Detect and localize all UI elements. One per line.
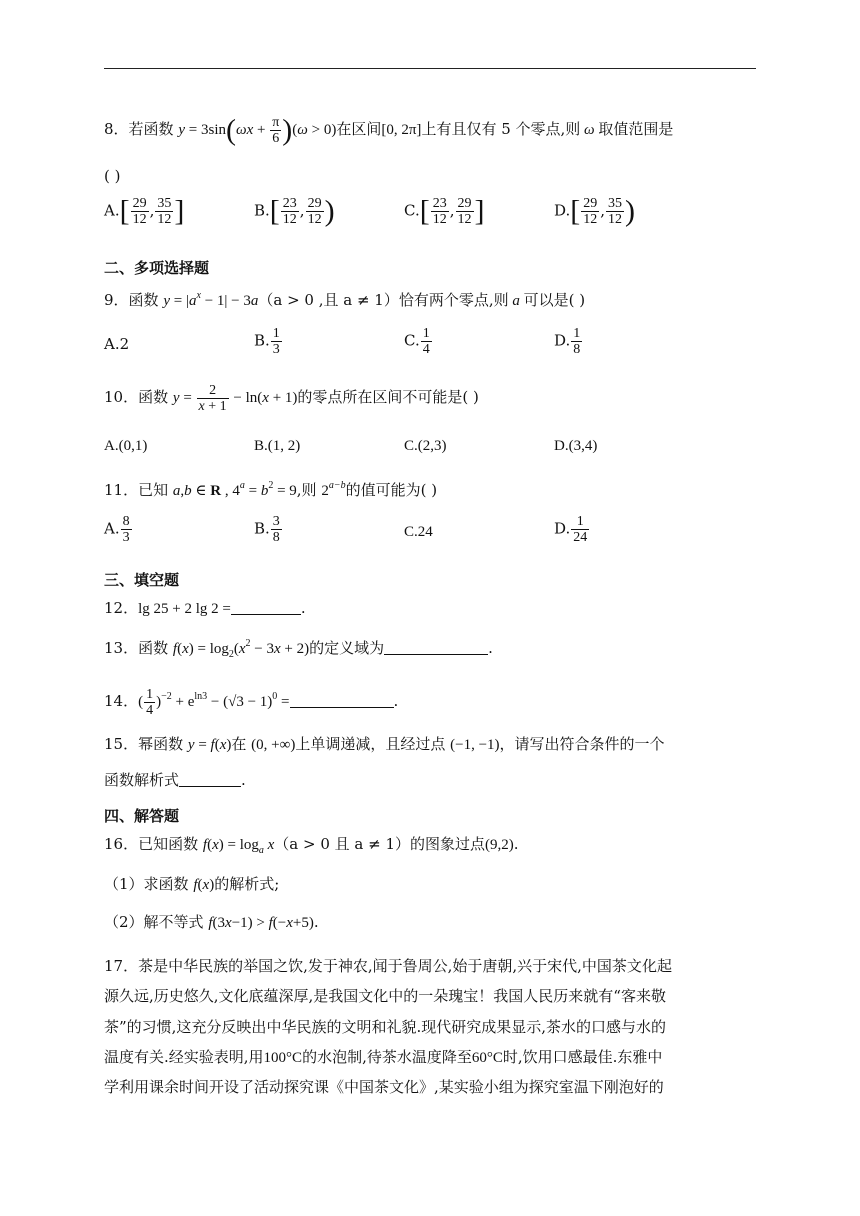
q17-text-line-1: 茶是中华民族的举国之饮,发于神农,闻于鲁周公,始于唐朝,兴于宋代,中国茶文化起: [138, 957, 672, 975]
q15-number: 15．: [104, 735, 139, 753]
q12-answer-blank[interactable]: [231, 600, 301, 615]
q8-option-b[interactable]: B.[ $\frac{23}{12}$ , $\frac{29}{12}$ ): [254, 194, 335, 228]
q11-condition-formula: a,b ∈ R , $4^a = b^2 = 9$: [172, 480, 297, 499]
q15-function: y = f(x): [187, 737, 232, 753]
q8-answer-paren: ( ): [104, 167, 121, 185]
q9-text-ask: 可以是( ): [523, 291, 586, 309]
q16-period: .: [513, 835, 519, 853]
option-label: D.: [554, 201, 571, 220]
question-13: [104, 634, 493, 665]
q11-text-ask: 的值可能为( ): [345, 481, 438, 499]
q10-function-formula: y = $\frac{2}{x + 1}$ − ln(x + 1): [172, 383, 298, 415]
q15-period: .: [241, 771, 246, 789]
question-15-line2: [104, 770, 246, 790]
q11-expression: $2^{a-b}$: [321, 480, 346, 499]
q16-part1-label: （1）: [104, 875, 144, 893]
q13-answer-blank[interactable]: [384, 640, 488, 655]
q17-line-3: 茶”的习惯,这充分反映出中华民族的文明和礼貌.现代研究成果显示,茶水的口感与水的: [104, 1018, 666, 1036]
q15-answer-blank[interactable]: [179, 772, 241, 787]
question-12: [104, 598, 306, 619]
header-rule: [104, 68, 756, 69]
q16-part-1: [104, 874, 279, 895]
q15-text-on: 在: [231, 735, 247, 753]
question-15: [104, 734, 665, 755]
q14-number: 14．: [104, 692, 139, 710]
q17-temperature-100: 100°C: [263, 1050, 303, 1066]
q17-number: 17．: [104, 957, 139, 975]
option-label: C.: [404, 331, 420, 350]
q8-text-zeros: 上有且仅有 5 个零点,则: [421, 120, 581, 138]
section-heading-solutions: 四、解答题: [104, 807, 180, 825]
q9-text: 函数: [128, 291, 159, 309]
q13-number: 13．: [104, 639, 139, 657]
q10-option-d[interactable]: [554, 436, 597, 456]
option-label: D.: [554, 519, 571, 538]
q11-option-c[interactable]: [404, 522, 433, 542]
q9-condition: （a > 0 ,且 a ≠ 1）: [258, 291, 399, 309]
q8-option-c[interactable]: C.[ $\frac{23}{12}$ , $\frac{29}{12}$ ]: [404, 194, 485, 228]
q10-text: 函数: [138, 388, 169, 406]
q16-part2-inequality: f(3x−1) > f(−x+5): [208, 915, 314, 931]
q11-text-then: ,则: [296, 481, 317, 499]
q17-text-line-4c: 时,饮用口感最佳.东雅中: [502, 1048, 663, 1066]
q16-part2-period: .: [313, 913, 319, 931]
section-heading-fill-blank: 三、填空题: [104, 571, 180, 589]
q11-option-b[interactable]: B. $\frac{3}{8}$: [254, 514, 280, 545]
option-label: A.: [104, 335, 120, 353]
q12-period: .: [300, 599, 306, 617]
q15-text-write: ，请写出符合条件的一个: [499, 735, 665, 753]
q17-text-line-4b: 的水泡制,待茶水温度降至: [302, 1048, 472, 1066]
q10-option-c[interactable]: [404, 436, 447, 456]
q14-period: .: [393, 692, 399, 710]
question-10: [104, 380, 479, 414]
q8-text-range: 取值范围是: [598, 120, 674, 138]
q17-text-line-4a: 温度有关.经实验表明,用: [104, 1048, 264, 1066]
q9-option-d[interactable]: D. $\frac{1}{8}$: [554, 326, 581, 357]
q12-number: 12．: [104, 599, 139, 617]
q10-number: 10．: [104, 388, 139, 406]
q8-option-a[interactable]: A.[ $\frac{29}{12}$ , $\frac{35}{12}$ ]: [104, 194, 185, 228]
q15-interval: (0, +∞): [251, 737, 296, 753]
q12-formula: lg 25 + 2 lg 2 =: [138, 601, 231, 617]
option-value: (1, 2): [267, 438, 301, 454]
q8-option-d[interactable]: D.[ $\frac{29}{12}$ , $\frac{35}{12}$ ): [554, 194, 636, 228]
q16-part1-function: f(x): [193, 877, 215, 893]
question-16: [104, 834, 519, 861]
q9-text-zeros: 恰有两个零点,则: [398, 291, 509, 309]
option-label: C.: [404, 201, 420, 220]
question-8: 8．若函数 y = 3sin(ωx + $\frac{\pi}{6}$ )(ω > 0)在区间[0, 2π]上有且仅有 5 个零点,则 ω 取值范围是: [104, 113, 674, 147]
option-label: B.: [254, 519, 270, 538]
q10-option-a[interactable]: [104, 436, 147, 456]
q16-point: (9,2): [485, 837, 514, 853]
option-value: 2: [119, 335, 130, 353]
option-value: (0,1): [118, 438, 148, 454]
option-label: A.: [104, 519, 120, 538]
q16-part1-text: 求函数: [143, 875, 189, 893]
q9-function-formula: $y = |a^x - 1| - 3a$: [163, 290, 259, 309]
q17-line-1: [104, 956, 672, 976]
q16-condition: （a > 0 且 a ≠ 1）: [274, 835, 410, 853]
q9-option-c[interactable]: C. $\frac{1}{4}$: [404, 326, 430, 357]
q16-part2-label: （2）: [104, 913, 144, 931]
option-label: C.: [404, 438, 418, 454]
q10-text-ask: 的零点所在区间不可能是( ): [297, 388, 479, 406]
q15-point: (−1, −1): [450, 737, 500, 753]
option-label: B.: [254, 201, 270, 220]
q15-text: 幂函数: [138, 735, 184, 753]
option-value: 24: [417, 524, 433, 540]
q9-option-a[interactable]: [104, 334, 129, 354]
section-heading-multiple-choice: 二、多项选择题: [104, 259, 210, 277]
q16-function: $f(x) = \log_a x$: [202, 837, 275, 856]
q10-option-b[interactable]: [254, 436, 300, 456]
q11-text: 已知: [138, 481, 169, 499]
q17-temperature-60: 60°C: [471, 1050, 503, 1066]
q14-formula: ( $\frac{1}{4}$ )$^{-2} + e^{ln3} - (√3 - 1)^0$ =: [138, 687, 290, 719]
q11-number: 11．: [104, 481, 139, 499]
q8-interval: [0, 2π]: [381, 122, 422, 138]
q13-formula: $f(x) = \log_2(x^2 - 3x + 2)$: [172, 638, 310, 660]
q13-period: .: [488, 639, 493, 657]
q13-text-domain: 的定义域为: [309, 639, 385, 657]
q16-part2-text: 解不等式: [143, 913, 204, 931]
q16-part1-text-end: 的解析式;: [214, 875, 280, 893]
q8-text-interval: 在区间: [336, 120, 382, 138]
q11-option-d[interactable]: D. $\frac{1}{24}$: [554, 514, 588, 545]
q8-text: 若函数: [128, 120, 174, 138]
q16-text: 已知函数: [138, 835, 199, 853]
q13-text: 函数: [138, 639, 169, 657]
q16-text-passes: 的图象过点: [410, 835, 486, 853]
option-value: (2,3): [417, 438, 447, 454]
option-label: A.: [104, 201, 120, 220]
question-11: [104, 476, 437, 501]
q15-text-decreasing: 上单调递减，且经过点: [295, 735, 446, 753]
q16-number: 16．: [104, 835, 139, 853]
option-label: D.: [554, 331, 571, 350]
option-value: (3,4): [568, 438, 598, 454]
q15-text-expression: 函数解析式: [104, 771, 180, 789]
question-9: 9．函数 $y = |a^x - 1| - 3a(a > 0$ ,且 a ≠ 1）恰有两个零点,则 a 可以是( ): [104, 290, 586, 309]
option-label: A.: [104, 438, 119, 454]
q9-number: 9．: [104, 291, 129, 309]
q17-line-4: [104, 1047, 662, 1068]
q8-function-formula: y = 3sin(ωx + $\frac{\pi}{6}$ )(ω > 0): [178, 113, 337, 147]
q9-option-b[interactable]: B. $\frac{1}{3}$: [254, 326, 280, 357]
q14-answer-blank[interactable]: [290, 693, 394, 708]
question-14: [104, 680, 399, 719]
q17-line-2: 源久远,历史悠久,文化底蕴深厚,是我国文化中的一朵瑰宝！我国人民历来就有“客来敬: [104, 987, 666, 1005]
option-label: B.: [254, 331, 270, 350]
q11-option-a[interactable]: A. $\frac{8}{3}$: [104, 514, 130, 545]
q17-line-5: 学利用课余时间开设了活动探究课《中国茶文化》,某实验小组为探究室温下刚泡好的: [104, 1078, 664, 1096]
option-label: C.: [404, 524, 418, 540]
option-label: B.: [254, 438, 268, 454]
q16-part-2: [104, 912, 319, 933]
option-label: D.: [554, 438, 569, 454]
q8-number: 8．: [104, 120, 129, 138]
